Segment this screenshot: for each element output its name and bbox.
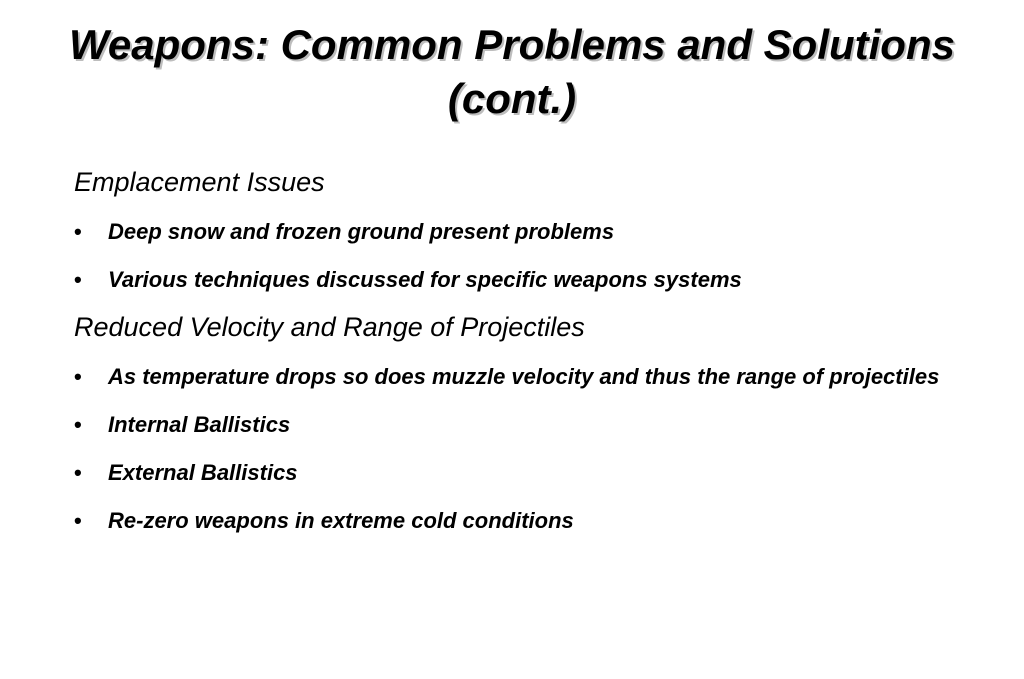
section-heading: Emplacement Issues: [74, 167, 325, 197]
bullet-dot-icon: •: [74, 508, 82, 533]
bullet-item: [74, 212, 953, 251]
bullet-item: [74, 405, 953, 444]
bullet-dot-icon: •: [74, 364, 82, 389]
section-reduced-velocity: [74, 309, 974, 540]
bullet-text: Deep snow and frozen ground present problems: [108, 219, 615, 244]
slide-title: Weapons: Common Problems and Solutions (cont.): [69, 21, 955, 122]
bullet-text: Internal Ballistics: [108, 412, 291, 437]
bullet-dot-icon: •: [74, 267, 82, 292]
bullet-text: Re-zero weapons in extreme cold conditions: [108, 508, 574, 533]
bullet-text: As temperature drops so does muzzle velocity and thus the range of projectiles: [108, 364, 940, 389]
bullet-list: [74, 357, 974, 540]
bullet-item: [74, 453, 953, 492]
bullet-item: [74, 501, 953, 540]
bullet-text: External Ballistics: [108, 460, 298, 485]
bullet-item: [74, 357, 953, 396]
bullet-dot-icon: •: [74, 412, 82, 437]
bullet-text: Various techniques discussed for specific weapons systems: [108, 267, 742, 292]
bullet-item: [74, 260, 953, 299]
slide-body: [74, 164, 974, 550]
section-emplacement-issues: [74, 164, 974, 299]
bullet-dot-icon: •: [74, 219, 82, 244]
bullet-list: [74, 212, 974, 299]
bullet-dot-icon: •: [74, 460, 82, 485]
section-heading: Reduced Velocity and Range of Projectiles: [74, 312, 585, 342]
